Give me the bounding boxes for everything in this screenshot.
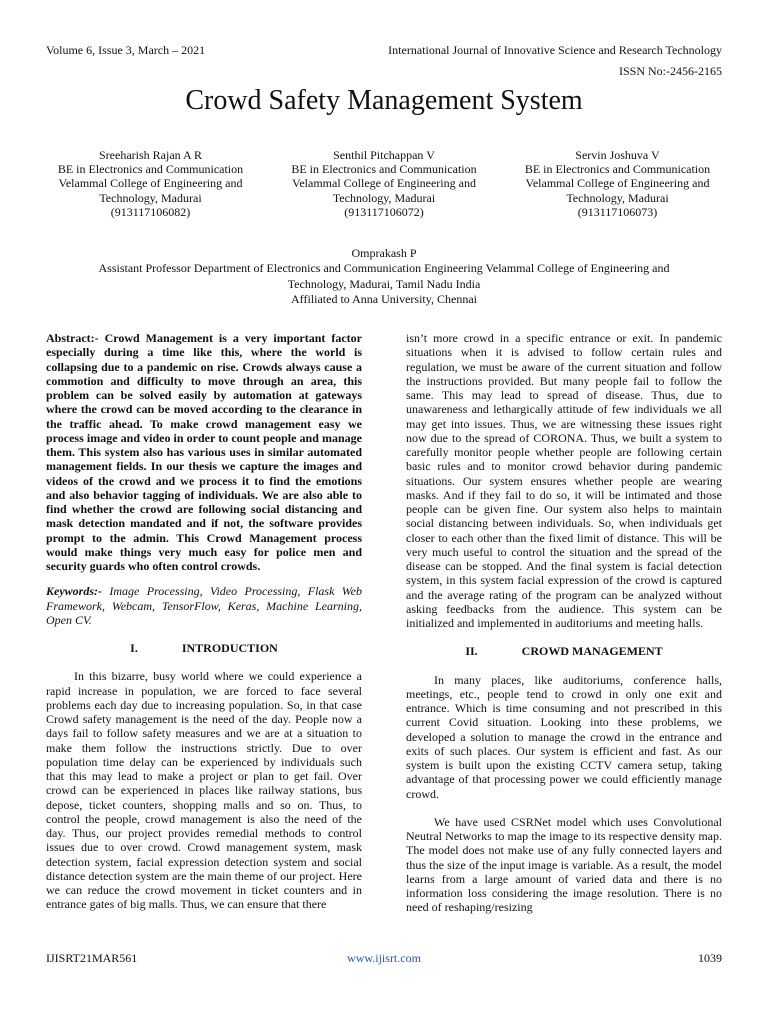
journal-name: International Journal of Innovative Science and Research Technology xyxy=(388,43,722,57)
author-list xyxy=(38,148,730,219)
page-number: 1039 xyxy=(698,951,722,965)
author-college: Velammal College of Engineering and xyxy=(58,176,243,191)
supervisor-university: Affiliated to Anna University, Chennai xyxy=(291,291,477,306)
author-college: Velammal College of Engineering and xyxy=(292,176,476,191)
supervisor-name: Omprakash P xyxy=(351,246,417,260)
author-roll-number: (913117106082) xyxy=(110,204,191,219)
section-heading-crowd-management xyxy=(406,644,722,658)
section-heading-introduction xyxy=(46,641,362,655)
keywords xyxy=(46,584,362,627)
author-name: Servin Joshuva V xyxy=(575,148,660,162)
author-block xyxy=(38,148,263,219)
right-column xyxy=(406,331,722,915)
author-name: Sreeharish Rajan A R xyxy=(99,148,202,162)
journal-volume: Volume 6, Issue 3, March – 2021 xyxy=(46,43,206,57)
author-roll-number: (913117106073) xyxy=(577,204,658,219)
introduction-continued: isn’t more crowd in a specific entrance or exit. In pandemic situations when it is advised to follow certain rules and regulation, we must be aware of the current situation and follow the instructions provided. But many people fail to follow the same. This may lead to spread of disease. Thus, due to unawareness and lethargically attitude of few individuals we all may get into issues. Thus, we are witnessing these issues right now due to the spread of CORONA. Thus, we built a system to carefully monitor people whether people are following certain basic rules and to monitor crowd behavior during pandemic situations. Our system ensures whether people are wearing masks. And if they fail to do so, it will be intimated and those people can be given fine. Our system also helps to maintain social distancing between individuals. So, when individuals get closer to each other than the fixed limit of distance. This will be very much useful to control the situation and the spread of the disease can be stopped. And the final system is facial detection system, in this system facial expression of the crowd is captured and the average rating of the program can be analyzed without asking feedbacks from the audience. This system can be initialized and implemented in auditoriums and meeting halls. xyxy=(406,331,722,630)
author-degree: BE in Electronics and Communication xyxy=(57,162,244,177)
author-college: Velammal College of Engineering and xyxy=(525,176,710,191)
journal-website-link[interactable]: www.ijisrt.com xyxy=(347,951,421,965)
author-name: Senthil Pitchappan V xyxy=(333,148,435,162)
supervisor-location: Technology, Madurai, Tamil Nadu India xyxy=(287,276,481,291)
abstract: Abstract:- Crowd Management is a very important factor especially during a time like this, where the world is collapsing due to a pandemic on rise. Crowds always cause a commotion and difficulty to move through an area, this problem can be solved easily by automation at gateways where the crowd can be moved according to the clearance in the traffic ahead. To make crowd management easy we process image and video in order to count people and manage them. This system also has various uses in similar automated management fields. In our thesis we capture the images and videos of the crowd and we process it to find the emotions and also behavior tagging of individuals. We are also able to find whether the crowd are following social distancing and mask detection mandated and if not, the software provides prompt to the admin. This Crowd Management process would make things very much easy for police men and security guards who often control crowds. xyxy=(46,331,362,573)
supervisor-block xyxy=(40,246,728,307)
left-column xyxy=(46,331,362,912)
author-degree: BE in Electronics and Communication xyxy=(524,162,711,177)
supervisor-affiliation: Assistant Professor Department of Electronics and Communication Engineering Velammal College of Engineering and xyxy=(98,261,670,276)
crowd-management-paragraph: In many places, like auditoriums, conference halls, meetings, etc., people tend to crowd in only one exit and entrance. Which is time consuming and not prescribed in this current Covid situation. Looking into these problems, we developed a solution to manage the crowd in the entrance and exits of such places. Our system is efficient and fast. As our system is built upon the existing CCTV camera setup, taking advantage of that processing power we could efficiently manage crowd. xyxy=(406,672,722,801)
section-title: INTRODUCTION xyxy=(181,641,278,655)
keywords-label: Keywords:- xyxy=(46,584,102,599)
keywords-text: Image Processing, Video Processing, Flask Web Framework, Webcam, TensorFlow, Keras, Machine Learning, Open CV. xyxy=(46,584,363,627)
section-number: I. xyxy=(130,641,138,655)
author-location: Technology, Madurai xyxy=(566,190,669,205)
section-number: II. xyxy=(465,644,478,659)
paper-title: Crowd Safety Management System xyxy=(185,85,583,116)
author-location: Technology, Madurai xyxy=(332,190,436,205)
author-roll-number: (913117106072) xyxy=(344,204,424,219)
issn-number: ISSN No:-2456-2165 xyxy=(618,64,722,78)
section-title: CROWD MANAGEMENT xyxy=(521,644,663,659)
author-block xyxy=(505,148,730,219)
paper-id: IJISRT21MAR561 xyxy=(46,951,138,965)
introduction-paragraph: In this bizarre, busy world where we could experience a rapid increase in population, we are forced to face several problems each day due to increasing population. So, in that case Crowd safety management is the need of the day. People now a days fail to follow safety measures and we are at a situation to make them follow the instructions strictly. Due to over population time delay can be experienced by individuals such that this may lead to make a project or plan to get fail. Over crowd can be experienced in places like railway stations, bus depose, ticket counters, shopping malls and so on. Thus, to control the people, crowd management is also the need of the day. Thus, our project provides remedial methods to control issues due to over crowd. Crowd management system, mask detection system, facial expression detection system and social distance detection system are the main theme of our project. Here we can reduce the crowd movement in ticket counters and in entrance gates of big malls. Thus, we can ensure that there xyxy=(46,669,362,912)
author-degree: BE in Electronics and Communication xyxy=(291,162,477,177)
author-location: Technology, Madurai xyxy=(99,190,202,205)
author-block xyxy=(272,148,497,219)
csrnet-paragraph: We have used CSRNet model which uses Convolutional Neutral Networks to map the image to its respective density map. The model does not make use of any fully connected layers and thus the size of the input image is variable. As a result, the model learns from a large amount of varied data and there is no information loss considering the image resolution. There is no need of reshaping/resizing xyxy=(406,814,722,915)
